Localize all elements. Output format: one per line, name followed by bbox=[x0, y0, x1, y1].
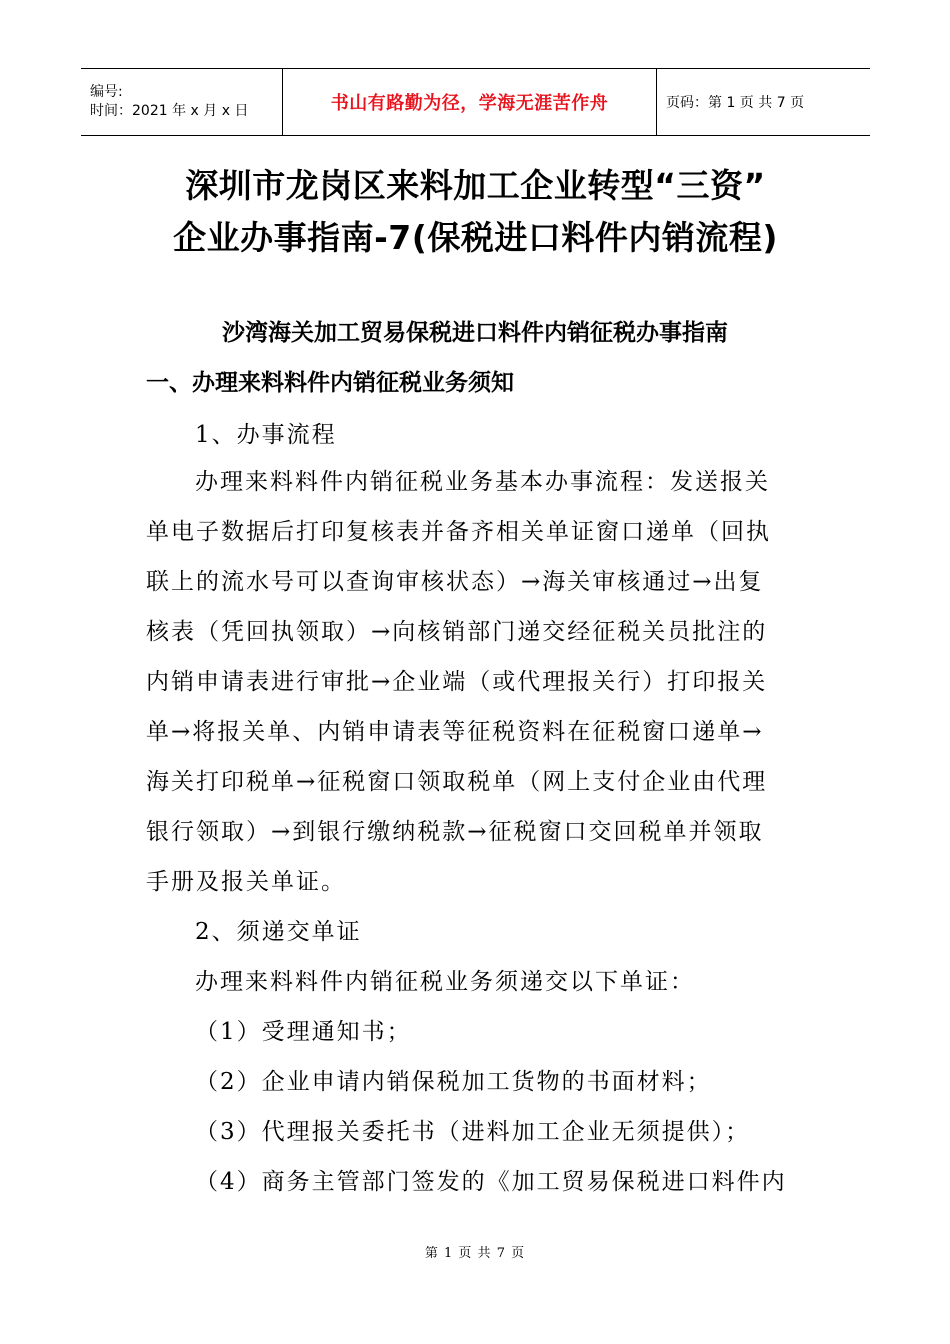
document-title-line2: 企业办事指南-7(保税进口料件内销流程) bbox=[173, 218, 778, 257]
item1-line: 单电子数据后打印复核表并备齐相关单证窗口递单（回执 bbox=[146, 519, 771, 545]
header-number-label: 编号: bbox=[90, 84, 123, 100]
item1-line: 内销申请表进行审批→企业端（或代理报关行）打印报关 bbox=[146, 669, 768, 695]
document-header bbox=[81, 68, 870, 136]
item1-line: 手册及报关单证。 bbox=[146, 869, 346, 895]
section1-heading: 一、办理来料料件内销征税业务须知 bbox=[146, 370, 514, 396]
page-footer: 第 1 页 共 7 页 bbox=[424, 1246, 526, 1261]
item2-list-item: （2）企业申请内销保税加工货物的书面材料； bbox=[195, 1069, 712, 1095]
header-motto-cell bbox=[282, 69, 657, 135]
item1-line: 海关打印税单→征税窗口领取税单（网上支付企业由代理 bbox=[146, 769, 768, 795]
item2-list-item: （4）商务主管部门签发的《加工贸易保税进口料件内 bbox=[195, 1169, 787, 1195]
item1-line: 联上的流水号可以查询审核状态）→海关审核通过→出复 bbox=[146, 569, 764, 595]
item1-line: 银行领取）→到银行缴纳税款→征税窗口交回税单并领取 bbox=[146, 819, 764, 845]
header-meta bbox=[81, 69, 282, 135]
item1-line: 单→将报关单、内销申请表等征税资料在征税窗口递单→ bbox=[146, 719, 764, 745]
header-page-info: 页码：第 1 页 共 7 页 bbox=[666, 95, 805, 111]
header-time-label: 时间：2021 年 x 月 x 日 bbox=[90, 103, 249, 119]
header-motto: 书山有路勤为径，学海无涯苦作舟 bbox=[330, 93, 609, 114]
item2-list-item: （1）受理通知书； bbox=[195, 1019, 412, 1045]
document-subtitle: 沙湾海关加工贸易保税进口料件内销征税办事指南 bbox=[222, 320, 728, 346]
item2-intro: 办理来料料件内销征税业务须递交以下单证： bbox=[195, 969, 695, 995]
item1-paragraph bbox=[146, 457, 806, 907]
item2-list-item: （3）代理报关委托书（进料加工企业无须提供）； bbox=[195, 1119, 751, 1145]
item1-title: 1、办事流程 bbox=[195, 422, 337, 448]
document-title-line1: 深圳市龙岗区来料加工企业转型“三资” bbox=[185, 166, 766, 205]
item1-line: 核表（凭回执领取）→向核销部门递交经征税关员批注的 bbox=[146, 619, 768, 645]
item1-line: 办理来料料件内销征税业务基本办事流程：发送报关 bbox=[195, 469, 770, 495]
header-page-cell bbox=[657, 69, 870, 135]
item2-title: 2、须递交单证 bbox=[195, 919, 362, 945]
